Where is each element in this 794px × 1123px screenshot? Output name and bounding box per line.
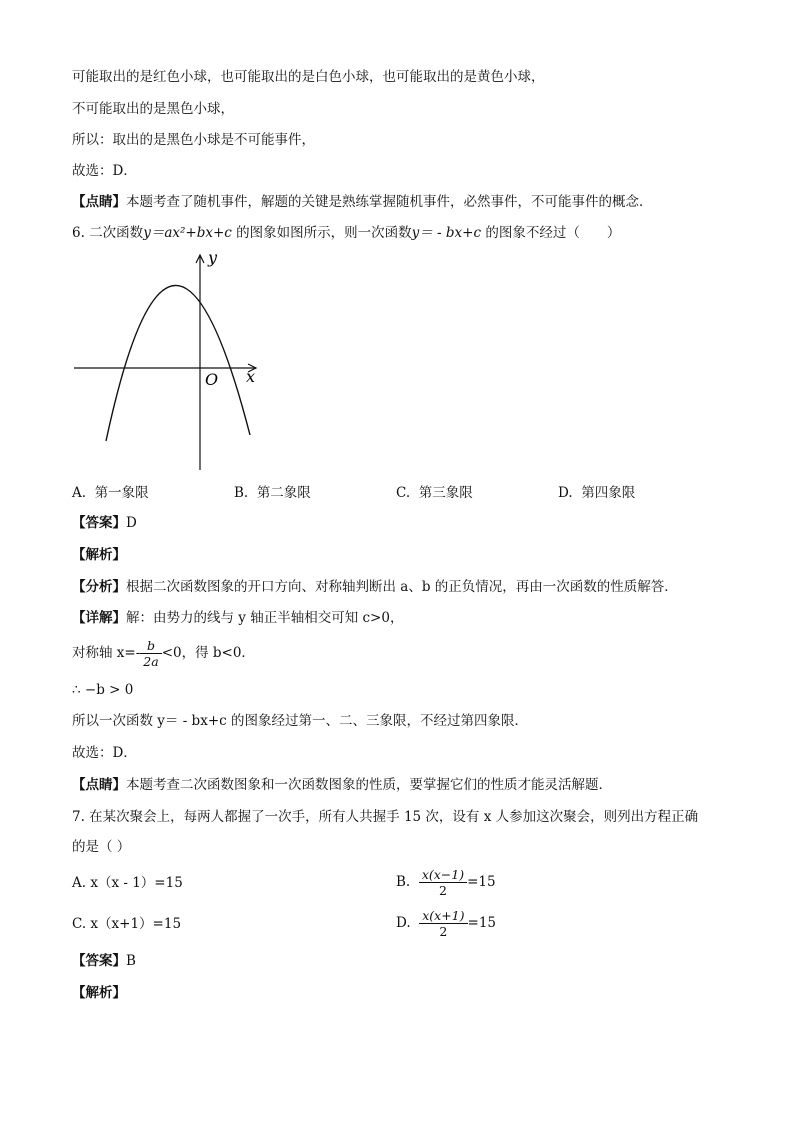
- text-line: 所以：取出的是黑色小球是不可能事件，: [72, 132, 315, 148]
- origin-label: O: [205, 370, 219, 389]
- dianjing-tag: 【点睛】: [72, 194, 126, 210]
- dianjing-text: 本题考查了随机事件，解题的关键是熟练掌握随机事件，必然事件，不可能事件的概念．: [126, 194, 653, 210]
- question-7-stem: 7. 在某次聚会上，每两人都握了一次手，所有人共握手 15 次，设有 x 人参加这次聚会，则列出方程正确: [72, 809, 699, 825]
- text-line: 不可能取出的是黑色小球，: [72, 101, 234, 117]
- xiangjie-tag: 【详解】: [72, 610, 126, 626]
- parabola-curve: [106, 285, 250, 441]
- y-axis-label: y: [208, 248, 218, 267]
- dianjing-tag: 【点睛】: [72, 777, 126, 793]
- formula: y＝ax²+bx+c: [143, 225, 232, 241]
- x-axis-label: x: [246, 367, 256, 386]
- xiangjie-line: [72, 609, 403, 627]
- stem-text: 二次函数: [89, 225, 144, 241]
- dianjing-line: [72, 776, 612, 794]
- analysis-heading: 【解析】: [72, 547, 126, 563]
- answer-tag: 【答案】: [72, 515, 126, 531]
- formula: y＝ - bx+c: [411, 225, 482, 241]
- dianjing-line: [72, 193, 653, 211]
- fraction: $\frac{b}{2a}$: [140, 638, 161, 669]
- q7-answer-line: [72, 952, 136, 970]
- parabola-graph: [60, 245, 280, 475]
- option-b: B. 第二象限: [234, 485, 311, 501]
- stem-text: 的图象如图所示，则一次函数: [236, 225, 412, 241]
- answer-value: D: [126, 515, 137, 531]
- answer-tag: 【答案】: [72, 953, 126, 969]
- conclusion-line: 所以一次函数 y＝ - bx+c 的图象经过第一、二、三象限，不经过第四象限．: [72, 713, 528, 729]
- q7-option-c: C. x（x+1）=15: [72, 916, 182, 932]
- dianjing-text: 本题考查二次函数图象和一次函数图象的性质，要掌握它们的性质才能灵活解题．: [126, 777, 612, 793]
- fenxi-tag: 【分析】: [72, 579, 126, 595]
- q7-option-a: A. x（x - 1）=15: [72, 875, 183, 891]
- q7-option-d: D. $\frac{x(x+1)}{2}$ =15: [396, 908, 497, 939]
- text-line: 可能取出的是红色小球，也可能取出的是白色小球，也可能取出的是黄色小球，: [72, 69, 545, 85]
- fenxi-text: 根据二次函数图象的开口方向、对称轴判断出 a、b 的正负情况，再由一次函数的性质解答．: [126, 579, 678, 595]
- answer-value: B: [126, 953, 136, 969]
- symmetry-axis-line: 对称轴 x=- $\frac{b}{2a}$ <0，得 b<0．: [72, 638, 255, 669]
- text-line: 故选：D．: [72, 163, 137, 179]
- option-a: A. 第一象限: [72, 485, 149, 501]
- q7-analysis-heading: 【解析】: [72, 985, 126, 1001]
- question-6-stem: [72, 224, 620, 242]
- choose-line: 故选：D．: [72, 745, 137, 761]
- therefore-line: ∴ −b > 0: [72, 682, 134, 698]
- option-c: C. 第三象限: [396, 485, 473, 501]
- answer-line: [72, 514, 137, 532]
- option-d: D. 第四象限: [558, 485, 636, 501]
- xiangjie-text: 解：由势力的线与 y 轴正半轴相交可知 c>0，: [126, 610, 404, 626]
- question-7-stem-cont: 的是（ ）: [72, 839, 131, 855]
- q7-option-b: B. $\frac{x(x-1)}{2}$ =15: [396, 867, 496, 898]
- fenxi-line: [72, 578, 678, 596]
- stem-text: 的图象不经过（ ）: [485, 225, 621, 241]
- question-number: 6.: [72, 225, 85, 241]
